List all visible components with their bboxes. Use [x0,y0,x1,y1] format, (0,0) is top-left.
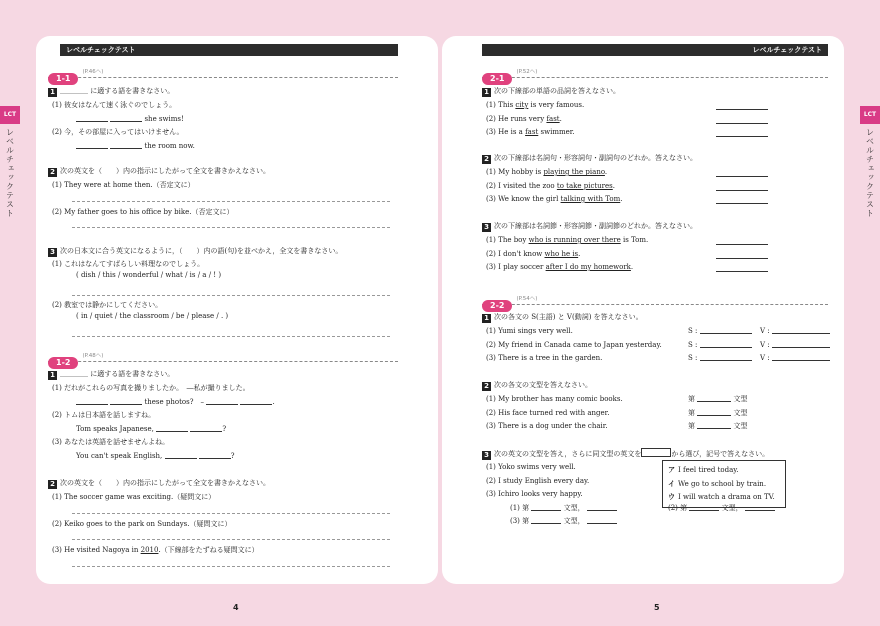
item-row: (1) My brother has many comic books. 第 文型 [486,395,748,403]
item-row: (1) My hobby is playing the piano. [482,166,828,180]
answer-row: the room now. [48,140,398,154]
question-number: 2 [48,168,57,177]
answer-line[interactable] [72,193,390,202]
item-text: (3) He visited Nagoya in 2010.（下線部をたずねる疑問文に） [52,546,259,554]
section-ref: (P.48へ) [82,353,104,359]
answer-line[interactable] [72,219,390,228]
question-number: 1 [482,88,491,97]
item-text: (2) My father goes to his office by bike.（否定文に） [52,207,234,216]
section-2-2-header [482,293,828,309]
choice-item: イ We go to school by train. [668,479,767,488]
item-row: (2) His face turned red with anger. 第 文型 [486,408,748,417]
question-title: 次の下線部は名詞句・形容詞句・副詞句のどれか。答えなさい。 [494,154,697,162]
item-row: (2) My friend in Canada came to Japan yesterday. S : V : [482,339,828,353]
question-title: 次の下線部は名詞節・形容詞節・副詞節のどれか。答えなさい。 [494,222,697,230]
question-2-1-2 [482,153,828,207]
question-1-1-2 [48,166,398,232]
question-number: 2 [482,155,491,164]
item-text: (1) Yoko swims very well. [486,463,576,471]
side-badge: LCT [0,106,20,124]
question-number: 3 [482,223,491,232]
item-words: ( dish / this / wonderful / what / is / a / ! ) [76,271,222,279]
question-1-2-1 [48,369,398,463]
item-row: (1) Yumi sings very well. S : V : [482,325,828,339]
section-badge: 2-1 [482,73,512,85]
box-blank [641,448,671,457]
item-row: (2) He runs very fast. [482,113,828,127]
answer-row: (3) 第 文型， [482,515,828,529]
item-row: (1) The boy who is running over there is Tom. [482,234,828,248]
question-1-2-2 [48,478,398,571]
item-words: ( in / quiet / the classroom / be / please / . ) [76,312,229,320]
section-1-1-header [48,66,398,82]
question-number: 1 [482,314,491,323]
question-2-1-1 [482,86,828,140]
question-2-2-3: 3 次の英文の文型を答え，さらに同文型の英文を から選び，記号で答えなさい。 (1) Yoko swims very well. (2) I study English every day. (3) Ichiro looks very happy. (1) 第 文型， (2) 第 文型， (3) 第 文型， [482,448,828,529]
item-row: (3) He is a fast swimmer. [482,126,828,140]
question-1-1-3 [48,246,398,341]
answer-line[interactable] [72,505,390,514]
page-number-left: 4 [233,603,239,612]
item-text: (2) I study English every day. [486,476,590,485]
item-text: (2) 今，その部屋に入ってはいけません。 [52,128,184,136]
question-1-1-1 [48,86,398,153]
question-2-1-3 [482,221,828,275]
answer-line[interactable] [72,287,390,296]
question-title: ＿＿＿＿ に適する語を書きなさい。 [60,87,175,95]
side-tab-left [0,106,20,218]
question-title: 次の英文を（ ）内の指示にしたがって全文を書きかえなさい。 [60,167,270,175]
item-text: (3) あなたは英語を話せませんよね。 [52,438,170,446]
question-title: 次の日本文に合う英文になるように，（ ）内の語(句)を並べかえ，全文を書きなさい。 [60,247,343,255]
item-text: (2) トムは日本語を話しますね。 [52,411,156,419]
question-number: 1 [48,88,57,97]
side-tab-right [860,106,880,218]
choice-item: ウ I will watch a drama on TV. [668,493,775,501]
header-banner-left: レベルチェックテスト [60,44,398,56]
question-number: 3 [482,451,491,460]
section-2-1-header [482,66,828,82]
answer-row: she swims! [48,113,398,127]
item-row: (3) We know the girl talking with Tom. [482,193,828,207]
question-number: 2 [48,480,57,489]
item-text: (1) だれがこれらの写真を撮りましたか。 ―私が撮りました。 [52,384,250,392]
question-number: 1 [48,371,57,380]
section-badge: 1-2 [48,357,78,369]
item-row: (3) I play soccer after I do my homework. [482,261,828,275]
item-text: (1) The soccer game was exciting.（疑問文に） [52,493,216,501]
section-ref: (P.52へ) [516,69,538,75]
page-number-right: 5 [654,603,660,612]
question-title: 次の下線部の単語の品詞を答えなさい。 [494,87,620,95]
question-2-2-1 [482,312,828,366]
item-row: (3) There is a dog under the chair. 第 文型 [486,422,748,430]
answer-row: these photos? – . [48,396,398,410]
question-title: ＿＿＿＿ に適する語を書きなさい。 [60,370,175,378]
item-row: (3) There is a tree in the garden. S : V : [482,352,828,366]
answer-line[interactable] [72,531,390,540]
item-row: (2) I don't know who he is. [482,248,828,262]
section-ref: (P.46へ) [82,69,104,75]
section-ref: (P.54へ) [516,296,538,302]
section-1-2-header [48,350,398,366]
side-label: レベルチェックテスト [5,128,15,218]
answer-line[interactable] [72,328,390,337]
item-text: (2) 教室では静かにしてください。 [52,301,163,309]
item-text: (1) 彼女はなんて速く泳ぐのでしょう。 [52,101,177,109]
item-text: (3) Ichiro looks very happy. [486,490,583,498]
item-text: (1) これはなんてすばらしい料理なのでしょう。 [52,260,205,268]
question-title: 次の各文の文型を答えなさい。 [494,381,592,389]
question-title: 次の英文の文型を答え，さらに同文型の英文を [494,450,642,458]
answer-row: (1) 第 文型， (2) 第 文型， [482,502,828,516]
question-number: 3 [48,248,57,257]
section-badge: 1-1 [48,73,78,85]
question-title: 次の英文を（ ）内の指示にしたがって全文を書きかえなさい。 [60,479,270,487]
choice-item: ア I feel tired today. [668,466,739,474]
question-number: 2 [482,382,491,391]
side-label: レベルチェックテスト [865,128,875,218]
item-text: (1) They were at home then.（否定文に） [52,181,195,189]
item-text: (2) Keiko goes to the park on Sundays.（疑問文に） [52,519,232,528]
question-2-2-2 [482,380,828,434]
answer-row: You can't speak English, ? [76,451,235,460]
answer-line[interactable] [72,558,390,567]
section-badge: 2-2 [482,300,512,312]
answer-row: Tom speaks Japanese, ? [76,424,227,433]
choice-box [662,460,786,508]
question-title: 次の各文の S(主語) と V(動詞) を答えなさい。 [494,313,643,321]
header-banner-right: レベルチェックテスト [482,44,828,56]
item-row: (1) This city is very famous. [482,99,828,113]
side-badge: LCT [860,106,880,124]
item-row: (2) I visited the zoo to take pictures. [482,180,828,194]
